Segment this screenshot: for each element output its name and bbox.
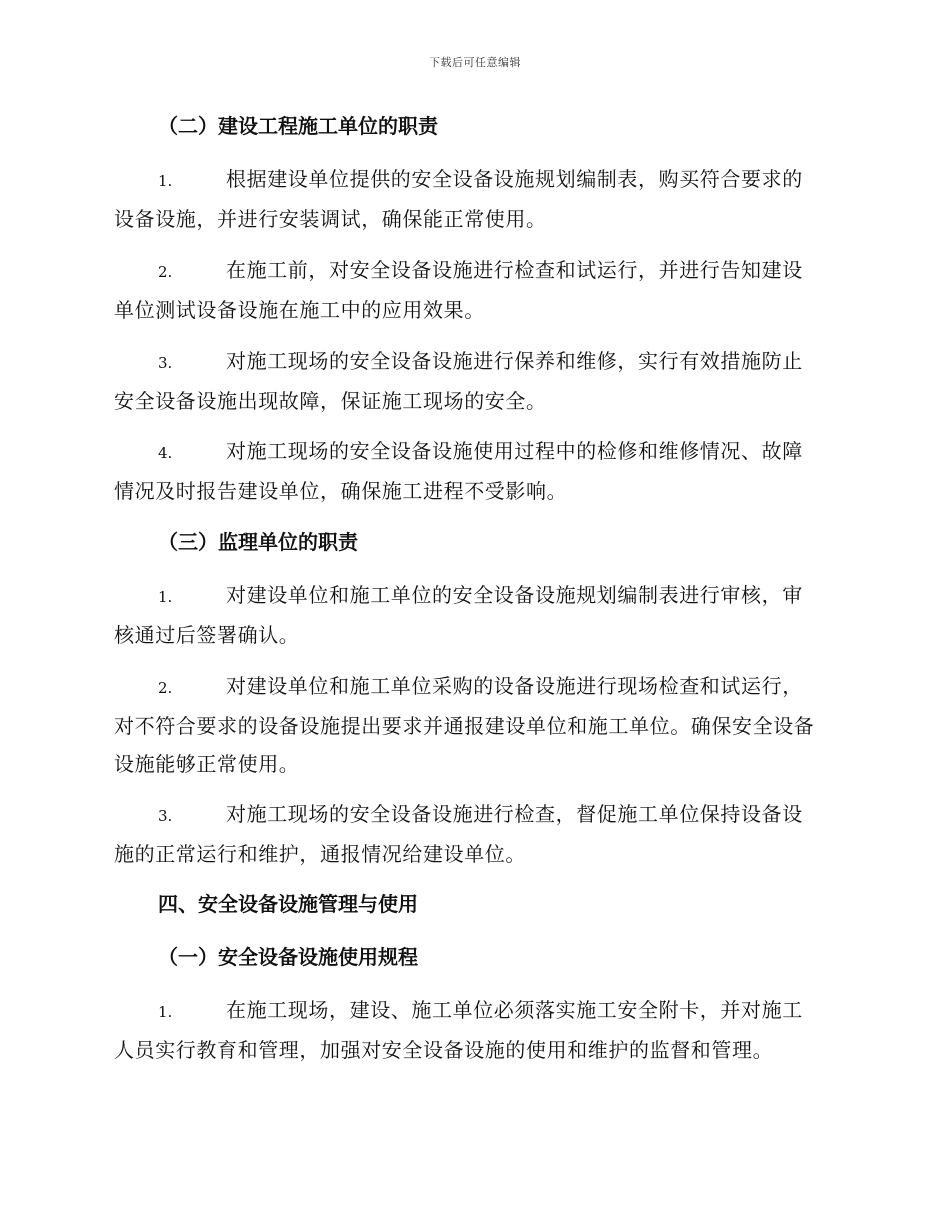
item-number: 1. bbox=[158, 1003, 173, 1021]
list-item bbox=[114, 160, 832, 238]
list-item bbox=[114, 342, 832, 420]
item-number: 4. bbox=[158, 444, 173, 462]
item-text: 在施工现场，建设、施工单位必须落实施工安全附卡，并对施工 bbox=[226, 998, 803, 1022]
item-number: 3. bbox=[158, 354, 173, 372]
item-text: 对建设单位和施工单位采购的设备设施进行现场检查和试运行， bbox=[226, 674, 803, 698]
list-item bbox=[114, 251, 832, 329]
item-text: 对施工现场的安全设备设施进行检查，督促施工单位保持设备设 bbox=[226, 802, 803, 826]
item-number: 2. bbox=[158, 679, 173, 697]
section-heading-construction-unit: （二）建设工程施工单位的职责 bbox=[158, 114, 438, 138]
item-text-continued: 人员实行教育和管理，加强对安全设备设施的使用和维护的监督和管理。 bbox=[114, 1038, 774, 1062]
list-item bbox=[114, 432, 832, 510]
item-text-continued: 对不符合要求的设备设施提出要求并通报建设单位和施工单位。确保安全设备设施能够正常使用。 bbox=[114, 714, 815, 776]
item-text-continued: 核通过后签署确认。 bbox=[114, 623, 300, 647]
item-number: 1. bbox=[158, 172, 173, 190]
list-item bbox=[114, 667, 832, 783]
item-text-continued: 单位测试设备设施在施工中的应用效果。 bbox=[114, 298, 485, 322]
item-number: 2. bbox=[158, 263, 173, 281]
item-number: 3. bbox=[158, 807, 173, 825]
item-text: 对建设单位和施工单位的安全设备设施规划编制表进行审核，审 bbox=[226, 583, 803, 607]
section-heading-equipment-management: 四、安全设备设施管理与使用 bbox=[158, 892, 418, 916]
page-header: 下载后可任意编辑 bbox=[429, 56, 521, 69]
item-text-continued: 设备设施，并进行安装调试，确保能正常使用。 bbox=[114, 207, 547, 231]
item-text: 对施工现场的安全设备设施使用过程中的检修和维修情况、故障 bbox=[226, 439, 803, 463]
item-text-continued: 施的正常运行和维护，通报情况给建设单位。 bbox=[114, 842, 526, 866]
item-text: 根据建设单位提供的安全设备设施规划编制表，购买符合要求的 bbox=[226, 167, 803, 191]
item-number: 1. bbox=[158, 588, 173, 606]
item-text: 在施工前，对安全设备设施进行检查和试运行，并进行告知建设 bbox=[226, 258, 803, 282]
item-text-continued: 情况及时报告建设单位，确保施工进程不受影响。 bbox=[114, 479, 568, 503]
item-text-continued: 安全设备设施出现故障，保证施工现场的安全。 bbox=[114, 389, 547, 413]
item-text: 对施工现场的安全设备设施进行保养和维修，实行有效措施防止 bbox=[226, 349, 803, 373]
list-item bbox=[114, 991, 832, 1069]
section-heading-supervision-unit: （三）监理单位的职责 bbox=[158, 530, 358, 554]
list-item bbox=[114, 795, 832, 873]
subsection-heading-usage-rules: （一）安全设备设施使用规程 bbox=[158, 945, 418, 969]
list-item bbox=[114, 576, 832, 654]
